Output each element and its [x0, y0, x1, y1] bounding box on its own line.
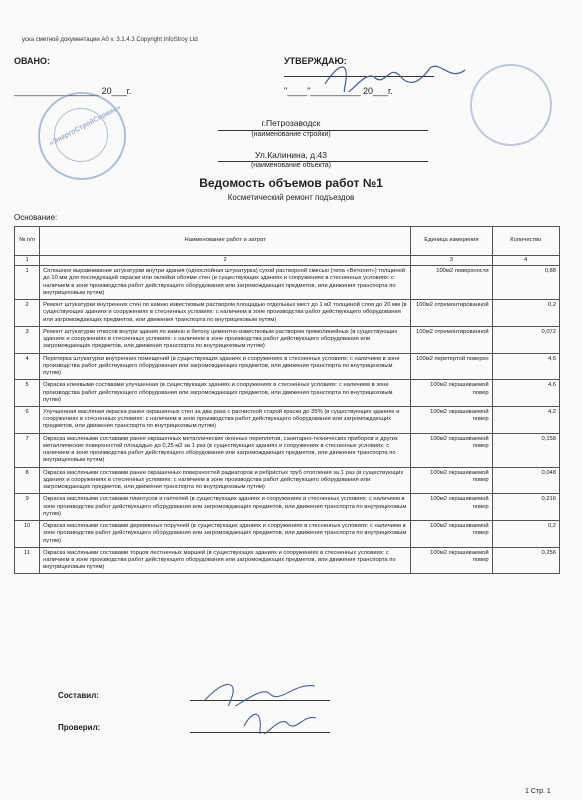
row-number: 1	[15, 266, 40, 300]
document-title: Ведомость объемов работ №1	[199, 176, 383, 190]
site-city: г.Петрозаводск	[261, 118, 321, 128]
table-row	[15, 494, 560, 521]
row-number: 3	[15, 326, 40, 353]
compiled-signature	[200, 676, 320, 706]
col-qty-header: Количество	[492, 227, 559, 256]
row-unit: 100м2 окрашиваемой повер	[411, 521, 492, 548]
row-number: 4	[15, 353, 40, 380]
row-qty: 0,048	[492, 467, 559, 494]
row-unit: 100м2 окрашиваемой повер	[411, 467, 492, 494]
basis-label: Основание:	[14, 213, 58, 222]
stamp-text: «ЭнергоСтройСервис»	[48, 104, 122, 148]
row-unit: 100м2 перетертой поверхн	[411, 353, 492, 380]
page-number: 1 Стр. 1	[525, 788, 551, 795]
row-number: 9	[15, 494, 40, 521]
row-unit: 100м2 окрашиваемой повер	[411, 547, 492, 574]
row-name: Окраска масляными составами ранее окрашенных металлических оконных переплетов, санитарно-технических приборов и других металлических поверхностей площадью до 0,25 м2 за 1 раз (в существующих зданиях и сооружениях в стесненных условиях: с наличием в зоне производства работ действующего оборудования или загромождающих предметов, или движения транспорта по внутрицеховым путям)	[40, 433, 411, 467]
compiled-label: Составил:	[58, 691, 99, 700]
col-name-header: Наименование работ и затрат	[40, 227, 411, 256]
table-row	[15, 353, 560, 380]
site-object: Ул.Калинина, д.43	[255, 150, 327, 160]
row-number: 6	[15, 406, 40, 433]
site-city-caption: (наименование стройки)	[251, 131, 331, 138]
row-name: Ремонт штукатурки откосов внутри здания по камню и бетону цементно-известковым раствором прямолинейных (в существующих зданиях и сооружениях в стесненных условиях: с наличием в зоне производства работ действующего оборудования или загромождающих предметов, или движения транспорта по внутрицеховым путям)	[40, 326, 411, 353]
row-number: 8	[15, 467, 40, 494]
row-number: 7	[15, 433, 40, 467]
table-row	[15, 300, 560, 327]
col-number-header: № п/п	[15, 227, 40, 256]
site-object-caption: (наименование объекта)	[250, 162, 332, 169]
program-header: уска сметной документации А0 v. 3.1.4.3 Copyright InfoStroy Ltd	[22, 37, 198, 43]
index-cell: 4	[492, 256, 559, 266]
index-cell: 1	[15, 256, 40, 266]
document-subtitle: Косметический ремонт подъездов	[227, 193, 355, 202]
row-name: Окраска клеевыми составами улучшенная (в существующих зданиях и сооружениях в стесненных условиях: с наличием в зоне производства работ действующего оборудования или загромождающих предметов, или движения транспорта по внутрицеховым путям)	[40, 380, 411, 407]
row-qty: 4,2	[492, 406, 559, 433]
row-unit: 100м2 окрашиваемой повер	[411, 494, 492, 521]
row-unit: 100м2 окрашиваемой повер	[411, 433, 492, 467]
index-cell: 3	[411, 256, 492, 266]
table-row	[15, 266, 560, 300]
row-unit: 100м2 окрашиваемой повер	[411, 406, 492, 433]
table-row	[15, 380, 560, 407]
row-qty: 0,2	[492, 521, 559, 548]
row-name: Ремонт штукатурки внутренних стен по камню известковым раствором площадью отдельных мест до 1 м2 толщиной слоя до 20 мм (в существующих зданиях и сооружениях в стесненных условиях: с наличием в зоне производства работ действующего оборудования или загромождающих предметов, или движения транспорта по внутрицеховым путям)	[40, 300, 411, 327]
row-name: Сплошное выравнивание штукатурки внутри здания (однослойная штукатурка) сухой растворной смесью (типа «Ветонит») толщиной до 10 мм для последующей окраски или оклейки обоями стен (в существующих зданиях и сооружениях в стесненных условиях: с наличием в зоне производства работ действующего оборудования или загромождающих предметов, или движения транспорта по внутрицеховым путям)	[40, 266, 411, 300]
row-name: Окраска масляными составами торцов лестничных маршей (в существующих зданиях и сооружениях в стесненных условиях: с наличием в зоне производства работ действующего оборудования или загромождающих предметов, или движения транспорта по внутрицеховым путям)	[40, 547, 411, 574]
row-qty: 4,6	[492, 380, 559, 407]
table-row	[15, 406, 560, 433]
approve-signature	[320, 56, 470, 92]
row-qty: 0,2	[492, 300, 559, 327]
checked-label: Проверил:	[58, 723, 101, 732]
row-number: 10	[15, 521, 40, 548]
row-unit: 100м2 окрашиваемой повер	[411, 380, 492, 407]
table-row	[15, 547, 560, 574]
works-table	[14, 226, 560, 574]
row-qty: 0,072	[492, 326, 559, 353]
row-qty: 0,88	[492, 266, 559, 300]
approve-label: УТВЕРЖДАЮ:	[284, 56, 347, 66]
row-number: 11	[15, 547, 40, 574]
row-qty: 0,158	[492, 433, 559, 467]
table-row	[15, 433, 560, 467]
row-qty: 0,256	[492, 547, 559, 574]
row-name: Окраска масляными составами ранее окрашенных поверхностей радиаторов и ребристых труб отопления за 1 раз (в существующих зданиях и сооружениях в стесненных условиях: с наличием в зоне производства работ действующего оборудования или загромождающих предметов, или движения транспорта по внутрицеховым путям)	[40, 467, 411, 494]
row-number: 5	[15, 380, 40, 407]
col-unit-header: Единица измерения	[411, 227, 492, 256]
row-unit: 100м2 отремонтированной	[411, 300, 492, 327]
table-header-row	[15, 227, 560, 256]
row-unit: 100м2 отремонтированной	[411, 326, 492, 353]
checked-signature	[240, 704, 320, 734]
row-number: 2	[15, 300, 40, 327]
index-cell: 2	[40, 256, 411, 266]
row-qty: 0,216	[492, 494, 559, 521]
table-index-row	[15, 256, 560, 266]
table-row	[15, 521, 560, 548]
table-row	[15, 326, 560, 353]
row-name: Окраска масляными составами плинтусов и галтелей (в существующих зданиях и сооружениях в стесненных условиях: с наличием в зоне производства работ действующего оборудования или загромождающих предметов, или движения транспорта по внутрицеховым путям)	[40, 494, 411, 521]
row-name: Перетирка штукатурки внутренних помещений (в существующих зданиях и сооружениях в стесненных условиях: с наличием в зоне производства работ действующего оборудования или загромождающих предметов, или движения транспорта по внутрицеховым путям)	[40, 353, 411, 380]
agreed-label: ОВАНО:	[14, 56, 51, 66]
approve-date: "____"__________ 20___г.	[284, 86, 393, 96]
agreed-date: _________________ 20___г.	[14, 86, 132, 96]
row-qty: 4,6	[492, 353, 559, 380]
row-unit: 100м2 поверхности	[411, 266, 492, 300]
row-name: Окраска масляными составами деревянных поручней (в существующих зданиях и сооружениях в стесненных условиях: с наличием в зоне производства работ действующего оборудования или загромождающих предметов, или движения транспорта по внутрицеховым путям)	[40, 521, 411, 548]
table-row	[15, 467, 560, 494]
row-name: Улучшенная масляная окраска ранее окрашенных стен за два раза с расчисткой старой краски до 35% (в существующих зданиях и сооружениях в стесненных условиях: с наличием в зоне производства работ действующего оборудования или загромождающих предметов, или движения транспорта по внутрицеховым путям)	[40, 406, 411, 433]
